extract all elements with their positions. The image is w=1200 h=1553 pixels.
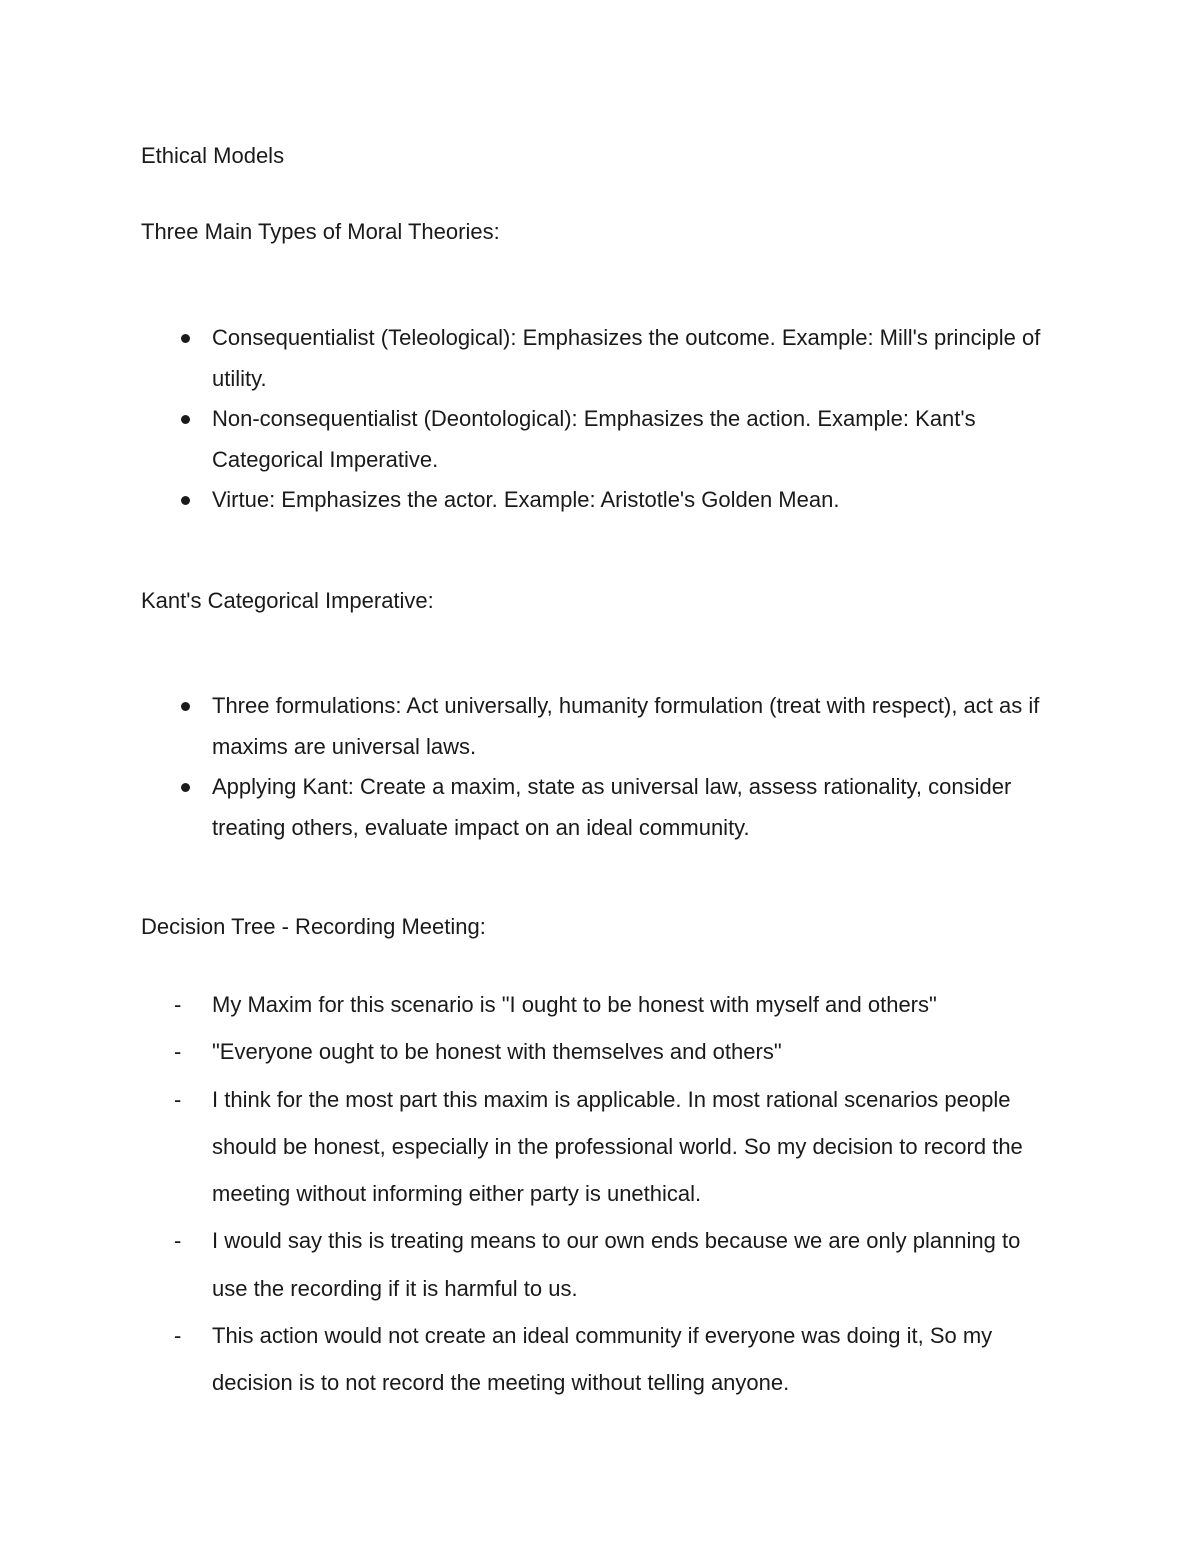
- decision-tree-list: [141, 981, 1061, 1407]
- list-item-text: "Everyone ought to be honest with themselves and others": [212, 1039, 782, 1065]
- list-item: [141, 686, 1061, 767]
- dash-icon: -: [174, 1039, 182, 1065]
- dash-icon: -: [174, 1323, 182, 1349]
- document-title: Ethical Models: [141, 143, 285, 168]
- list-item-text: My Maxim for this scenario is "I ought to be honest with myself and others": [212, 992, 937, 1017]
- list-item: [141, 767, 1061, 848]
- moral-theories-list: [141, 318, 1061, 521]
- list-item-text: I would say this is treating means to our own ends because we are only planning to use the recording if it is harmful to us.: [212, 1228, 1021, 1301]
- categorical-imperative-list: [141, 686, 1061, 848]
- list-item: [141, 399, 1061, 480]
- list-item: [141, 480, 1061, 521]
- list-item-text: Applying Kant: Create a maxim, state as universal law, assess rationality, consider treating others, evaluate impact on an ideal community.: [212, 774, 1012, 840]
- bullet-icon: [181, 334, 190, 343]
- section-heading-categorical-imperative: Kant's Categorical Imperative:: [141, 588, 434, 613]
- section-heading-decision-tree: Decision Tree - Recording Meeting:: [141, 914, 486, 939]
- list-item-text: I think for the most part this maxim is applicable. In most rational scenarios people should be honest, especially in the professional world. So my decision to record the meeting without informing either party is unethical.: [212, 1086, 1023, 1207]
- list-item-text: Consequentialist (Teleological): Emphasizes the outcome. Example: Mill's principle of utility.: [212, 325, 1041, 391]
- list-item: [141, 1076, 1061, 1218]
- list-item: [141, 1028, 1061, 1075]
- list-item-text: Non-consequentialist (Deontological): Emphasizes the action. Example: Kant's Categorical Imperative.: [212, 406, 976, 472]
- dash-icon: -: [174, 992, 182, 1017]
- dash-icon: -: [174, 1086, 182, 1112]
- list-item: [141, 1217, 1061, 1312]
- list-item: [141, 981, 1061, 1028]
- bullet-icon: [181, 783, 190, 792]
- bullet-icon: [181, 702, 190, 711]
- list-item: [141, 1312, 1061, 1407]
- list-item-text: Three formulations: Act universally, humanity formulation (treat with respect), act as if maxims are universal laws.: [212, 693, 1040, 759]
- bullet-icon: [181, 496, 190, 505]
- dash-icon: -: [174, 1228, 182, 1254]
- list-item-text: Virtue: Emphasizes the actor. Example: Aristotle's Golden Mean.: [212, 487, 840, 512]
- list-item: [141, 318, 1061, 399]
- bullet-icon: [181, 415, 190, 424]
- list-item-text: This action would not create an ideal community if everyone was doing it, So my decision is to not record the meeting without telling anyone.: [212, 1323, 993, 1396]
- section-heading-moral-theories: Three Main Types of Moral Theories:: [141, 219, 500, 244]
